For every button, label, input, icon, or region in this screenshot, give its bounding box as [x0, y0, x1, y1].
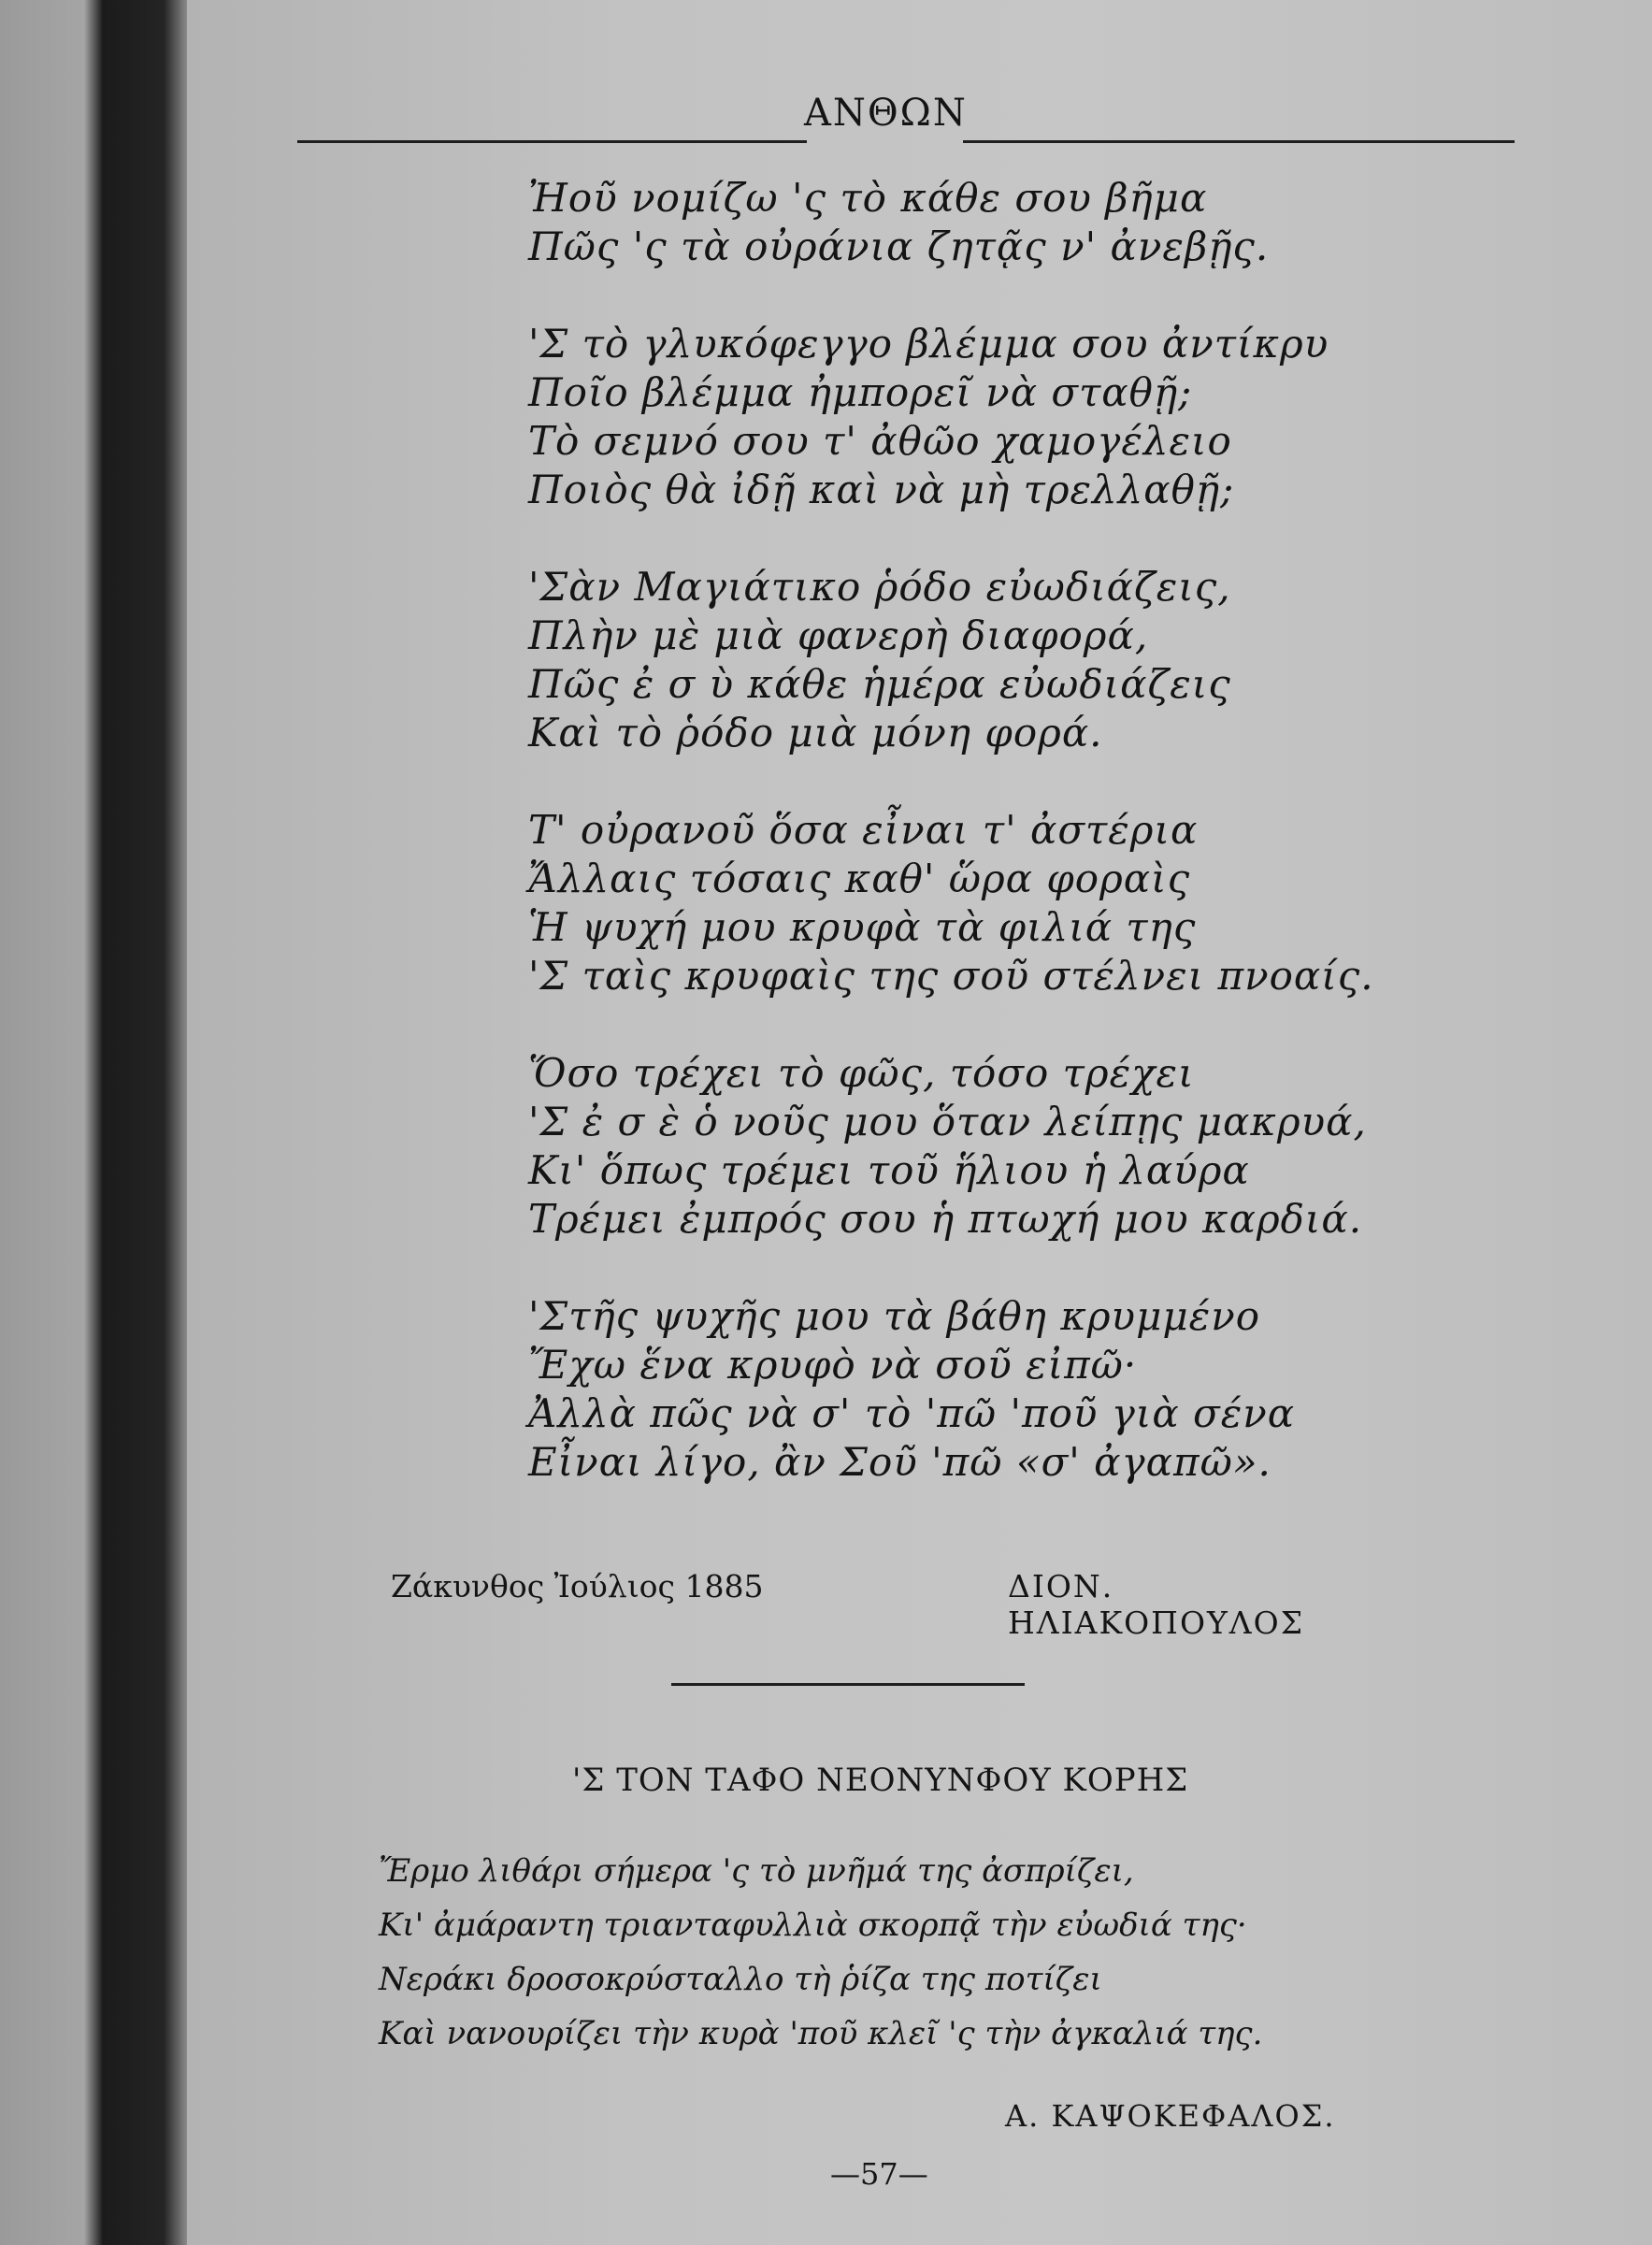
second-poem-body — [379, 1844, 1262, 2061]
section-divider — [671, 1683, 1025, 1686]
header-rule-right — [963, 140, 1515, 143]
verse-line: Πλὴν μὲ μιὰ φανερὴ διαφορά, — [528, 612, 1149, 658]
second-poem-author: Α. ΚΑΨΟΚΕΦΑΛΟΣ. — [1005, 2098, 1336, 2134]
verse-line: Ἔρμο λιθάρι σήμερα 'ς τὸ μνῆμά της ἀσπρίζει, — [379, 1852, 1134, 1890]
verse-line: Ἠοῦ νομίζω 'ς τὸ κάθε σου βῆμα — [528, 175, 1208, 221]
stanza-5 — [528, 1049, 1374, 1244]
header-rule-left — [297, 140, 807, 143]
poem-body — [528, 174, 1374, 1535]
stanza-2 — [528, 320, 1374, 514]
verse-line: Ἄλλαις τόσαις καθ' ὥρα φοραὶς — [528, 856, 1191, 901]
stanza-3 — [528, 563, 1374, 757]
verse-line: Ὅσο τρέχει τὸ φῶς, τόσο τρέχει — [528, 1050, 1195, 1096]
running-header: ΑΝΘΩΝ — [804, 92, 968, 135]
verse-line: Κι' ὅπως τρέμει τοῦ ἥλιου ἡ λαύρα — [528, 1147, 1250, 1193]
poem-signature — [391, 1568, 1419, 1641]
verse-line: Καὶ νανουρίζει τὴν κυρὰ 'ποῦ κλεῖ 'ς τὴν ἀγκαλιά της. — [379, 2015, 1263, 2052]
place-date: Ζάκυνθος Ἰούλιος 1885 — [391, 1568, 764, 1605]
verse-line: Ἡ ψυχή μου κρυφὰ τὰ φιλιά της — [528, 904, 1197, 950]
verse-line: 'Στῆς ψυχῆς μου τὰ βάθη κρυμμένο — [528, 1293, 1261, 1339]
verse-line: Τ' οὐρανοῦ ὅσα εἶναι τ' ἀστέρια — [528, 807, 1199, 853]
page-number: —57— — [830, 2156, 928, 2192]
book-binding-shadow — [0, 0, 187, 2245]
verse-line: Καὶ τὸ ῥόδο μιὰ μόνη φορά. — [528, 710, 1103, 756]
stanza-6 — [528, 1292, 1374, 1487]
verse-line: Κι' ἀμάραντη τριανταφυλλιὰ σκορπᾷ τὴν εὐωδιά της· — [379, 1907, 1247, 1944]
second-poem-title: 'Σ ΤΟΝ ΤΑΦΟ ΝΕΟΝΥΝΦΟΥ ΚΟΡΗΣ — [572, 1762, 1189, 1799]
verse-line: Ἔχω ἕνα κρυφὸ νὰ σοῦ εἰπῶ· — [528, 1342, 1138, 1388]
verse-line: Νεράκι δροσοκρύσταλλο τὴ ῥίζα της ποτίζει — [379, 1961, 1102, 1998]
verse-line: 'Σὰν Μαγιάτικο ῥόδο εὐωδιάζεις, — [528, 564, 1231, 610]
stanza-4 — [528, 806, 1374, 1000]
verse-line: 'Σ ἐ σ ὲ ὁ νοῦς μου ὅταν λείπῃς μακρυά, — [528, 1099, 1367, 1144]
verse-line: Ποῖο βλέμμα ἠμπορεῖ νὰ σταθῇ; — [528, 369, 1193, 415]
verse-line: 'Σ ταὶς κρυφαὶς της σοῦ στέλνει πνοαίς. — [528, 953, 1374, 999]
verse-line: Ποιὸς θὰ ἰδῇ καὶ νὰ μὴ τρελλαθῇ; — [528, 467, 1235, 512]
verse-line: 'Σ τὸ γλυκόφεγγο βλέμμα σου ἀντίκρυ — [528, 321, 1329, 367]
poem-author: ΔΙΟΝ. ΗΛΙΑΚΟΠΟΥΛΟΣ — [1008, 1568, 1305, 1641]
verse-line: Πῶς 'ς τὰ οὐράνια ζητᾷς ν' ἀνεβῇς. — [528, 223, 1270, 269]
verse-line: Τὸ σεμνό σου τ' ἀθῶο χαμογέλειο — [528, 418, 1232, 464]
verse-line: Πῶς ἐ σ ὺ κάθε ἡμέρα εὐωδιάζεις — [528, 661, 1231, 707]
verse-line: Εἶναι λίγο, ἂν Σοῦ 'πῶ «σ' ἀγαπῶ». — [528, 1439, 1271, 1485]
verse-line: Τρέμει ἐμπρός σου ἡ πτωχή μου καρδιά. — [528, 1196, 1363, 1242]
verse-line: Ἀλλὰ πῶς νὰ σ' τὸ 'πῶ 'ποῦ γιὰ σένα — [528, 1390, 1296, 1436]
stanza-1 — [528, 174, 1374, 271]
